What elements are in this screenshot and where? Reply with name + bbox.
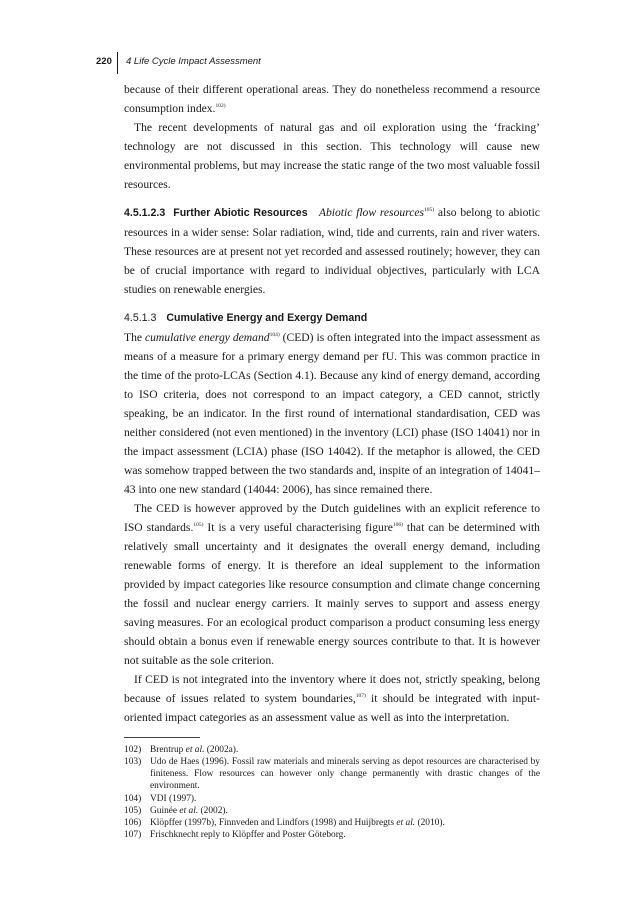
footnote: 104) VDI (1997). <box>124 793 197 804</box>
footnote-ref: 105) <box>193 522 204 528</box>
footnote-ref: 104) <box>269 332 280 338</box>
paragraph-ced-integration: If CED is not integrated into the inventory where it does not, strictly speaking, belong because of issues related to system boundaries,$^{107)}$ it should be integrated with input-oriented impact categories as an assessment value as well as into the interpretation. <box>124 673 541 724</box>
footnotes <box>124 744 540 842</box>
paragraph-fracking: The recent developments of natural gas and oil exploration using the ‘fracking’ technology are not discussed in this section. This technology will cause new environmental problems, but may increase the static range of the two most valuable fossil resources. <box>124 121 540 191</box>
section-number: 4.5.1.2.3 <box>124 207 166 219</box>
paragraph-continuation: because of their different operational areas. They do nonetheless recommend a resource consumption index.$^{102)}$ <box>124 83 540 115</box>
main-text <box>124 80 540 841</box>
footnote-ref: 106) <box>392 522 403 528</box>
footnote: 102) Brentrup et al. (2002a). <box>124 744 239 755</box>
section-heading-4-5-1-3 <box>124 309 540 328</box>
footnote: 103) Udo de Haes (1996). Fossil raw materials and minerals serving as depot resources are characterised by finiteness. Flow resources can however only change permanently with drastic changes of the environment. <box>124 757 540 792</box>
paragraph-ced-intro: The cumulative energy demand$^{104)}$ (CED) is often integrated into the impact assessment as means of a measure for a primary energy demand per fU. This was common practice in the time of the proto-LCAs (Section 4.1). Because any kind of energy demand, according to ISO criteria, does not correspond to an impact category, a CED cannot, strictly speaking, be an indicator. In the first round of international standardisation, CED was neither considered (not even mentioned) in the inventory (LCI) phase (ISO 14041) nor in the impact assessment (LCIA) phase (ISO 14042). If the metaphor is allowed, the CED was somehow trapped between the two standards and, inspite of an integration of 14041–43 into one new standard (14044: 2006), has since remained there. <box>124 331 540 496</box>
footnote-ref: 105) <box>424 207 435 213</box>
running-header <box>96 52 556 74</box>
footnote-ref: 107) <box>355 693 366 699</box>
header-divider <box>117 52 118 74</box>
running-title: 4 Life Cycle Impact Assessment <box>126 56 261 67</box>
italic-term: cumulative energy demand <box>144 331 270 344</box>
section-4-5-1-2-3: 4.5.1.2.3 Further Abiotic Resources Abiotic flow resources$^{105)}$ also belong to abiotic resources in a wider sense: Solar radiation, wind, tide and currents, rain and river waters. These resources are at present not yet recorded and assessed routinely; however, they can be of crucial importance with regard to individual objectives, particularly with LCA studies on renewable energies. <box>124 206 540 296</box>
section-title: Cumulative Energy and Exergy Demand <box>166 312 368 324</box>
italic-term: Abiotic flow resources <box>318 206 425 219</box>
footnote: 107) Frischknecht reply to Klöpffer and Poster Göteborg. <box>124 830 346 841</box>
page-number: 220 <box>96 56 112 67</box>
footnote: 105) Guinée et al. (2002). <box>124 805 228 816</box>
footnote: 106) Klöpffer (1997b), Finnveden and Lindfors (1998) and Huijbregts et al. (2010). <box>124 818 445 829</box>
section-heading: Further Abiotic Resources <box>173 207 308 219</box>
paragraph-ced-approval: The CED is however approved by the Dutch guidelines with an explicit reference to ISO standards.$^{105)}$ It is a very useful characterising figure$^{106)}$ that can be determined with relatively small uncertainty and it designates the overall energy demand, including renewable forms of energy. It is therefore an ideal supplement to the information provided by impact categories like resource consumption and climate change concerning the fossil and nuclear energy carriers. It mainly serves to support and assess energy saving measures. For an ecological product comparison a product consuming less energy should obtain a bonus even if renewable energy sources contribute to that. It is however not suitable as the sole criterion. <box>124 502 540 667</box>
section-number: 4.5.1.3 <box>124 312 157 324</box>
footnote-divider <box>124 737 200 738</box>
footnote-ref: 102) <box>215 103 226 109</box>
